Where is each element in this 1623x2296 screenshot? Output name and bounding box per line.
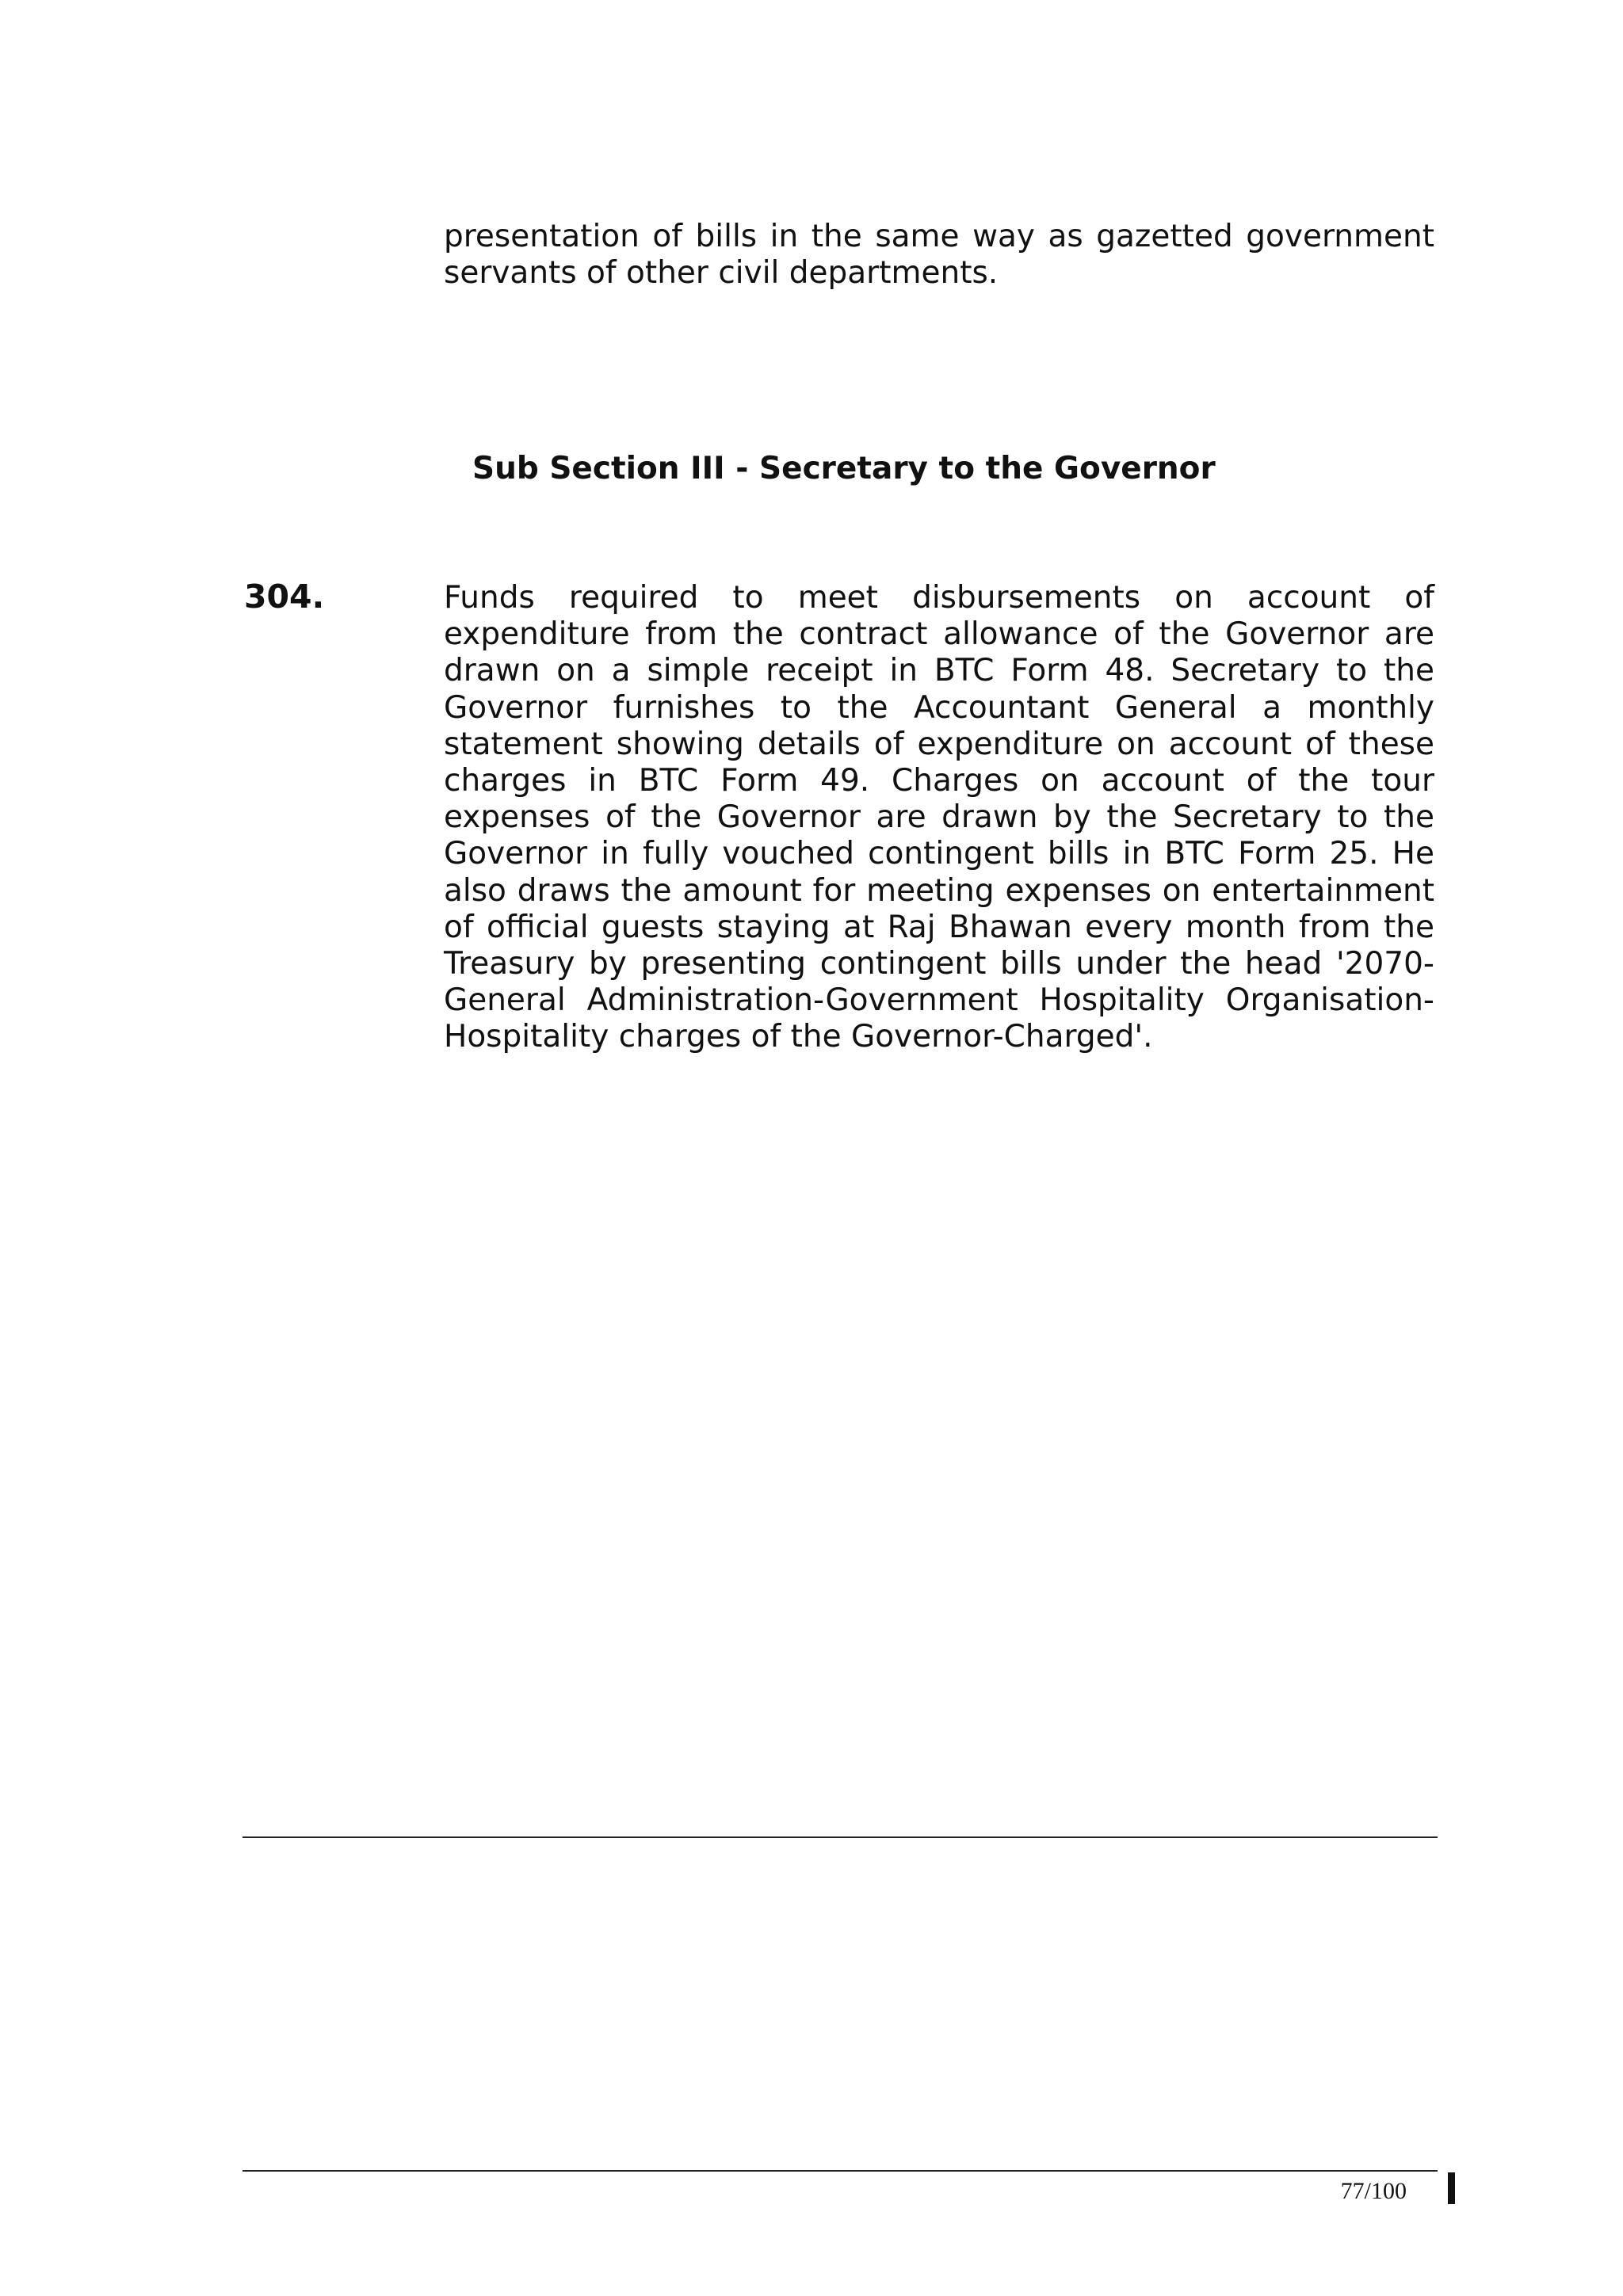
footnote-separator-line	[242, 1836, 1438, 1838]
page-number: 77/100	[1340, 2178, 1407, 2204]
footer-bar-mark	[1448, 2172, 1455, 2204]
paragraph-304-text: Funds required to meet disbursements on account of expenditure from the contract allowance of the Governor are drawn on a simple receipt in BTC Form 48. Secretary to the Governor furnishes to the Accountant General a monthly statement showing details of expenditure on account of these charges in BTC Form 49. Charges on account of the tour expenses of the Governor are drawn by the Secretary to the Governor in fully vouched contingent bills in BTC Form 25. He also draws the amount for meeting expenses on entertainment of official guests staying at Raj Bhawan every month from the Treasury by presenting contingent bills under the head '2070-General Administration-Government Hospitality Organisation-Hospitality charges of the Governor-Charged'.	[444, 580, 1434, 1055]
section-heading: Sub Section III - Secretary to the Governor	[472, 451, 1216, 486]
paragraph-number: 304.	[244, 578, 325, 616]
continued-paragraph: presentation of bills in the same way as gazetted government servants of other civil departments.	[444, 219, 1434, 292]
footer-rule	[242, 2170, 1438, 2172]
